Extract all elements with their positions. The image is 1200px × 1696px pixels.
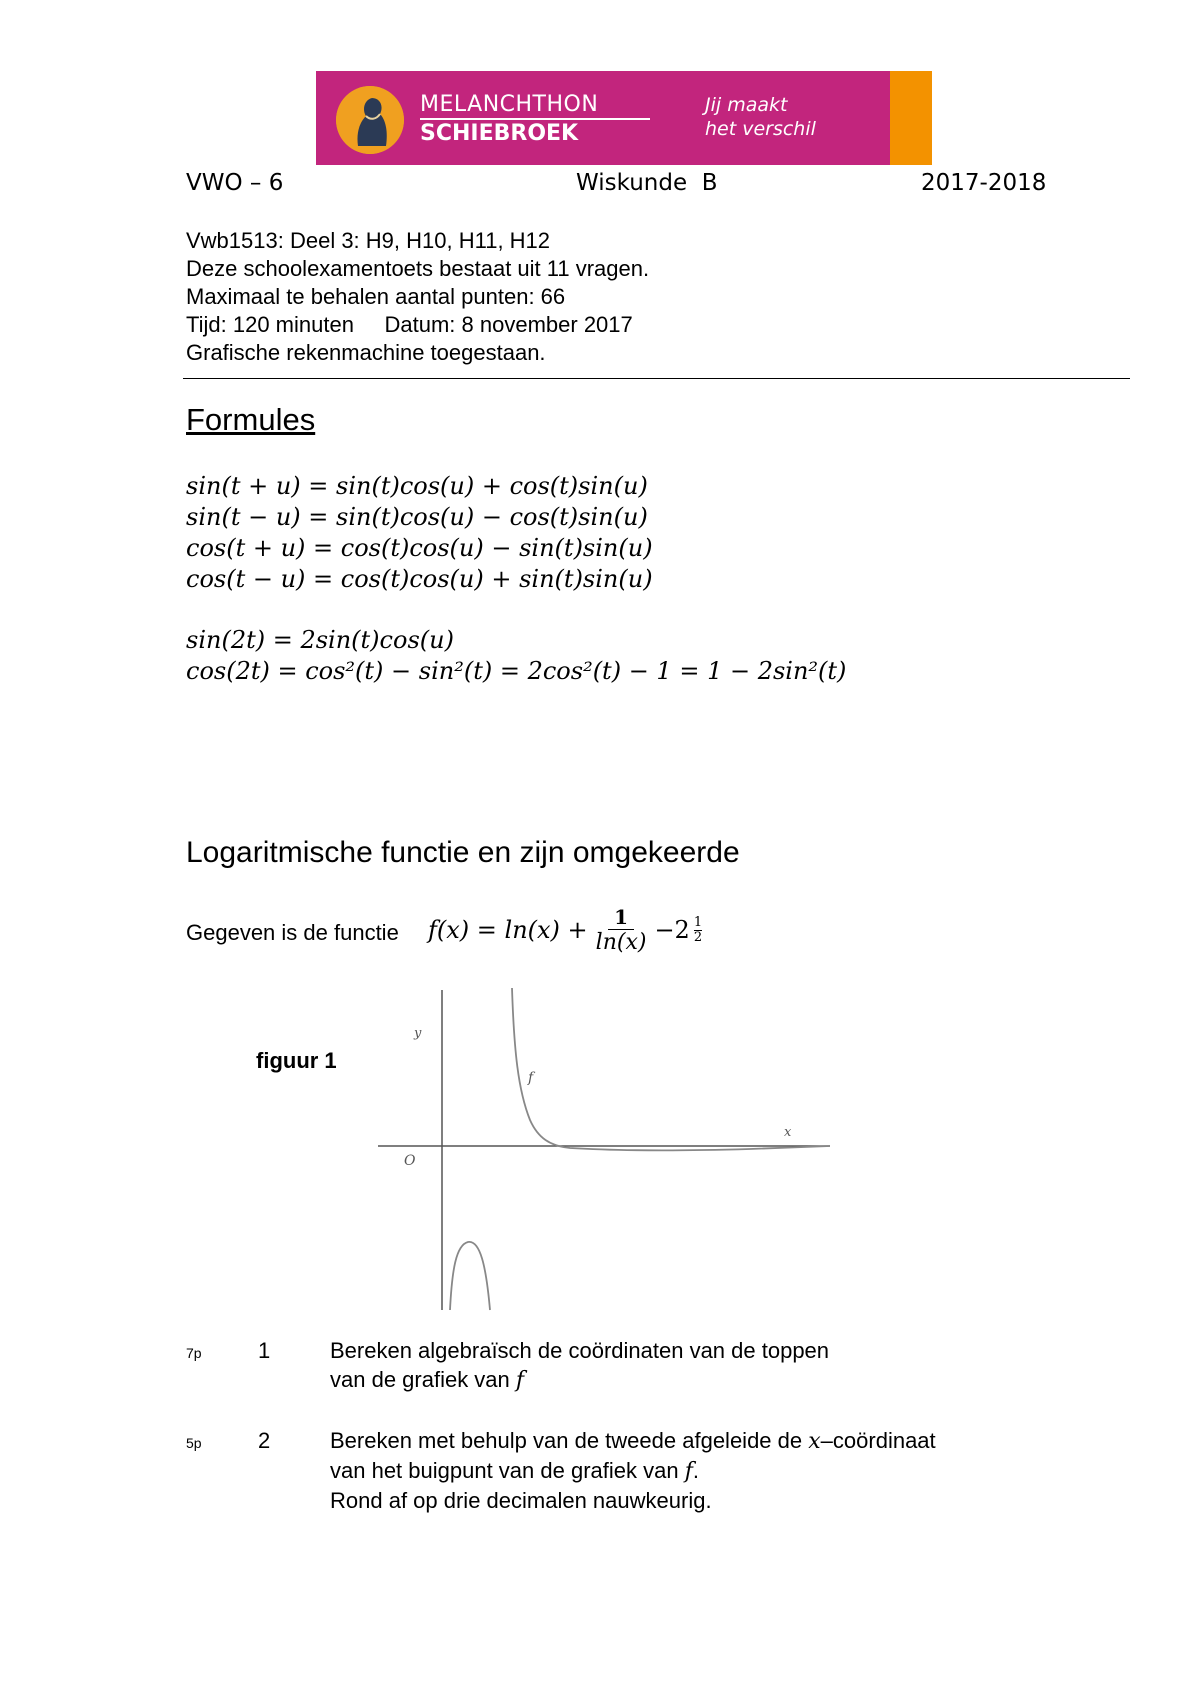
slogan-line2: het verschil bbox=[705, 118, 816, 140]
mixed-denominator: 2 bbox=[693, 929, 703, 945]
curve-label: f bbox=[528, 1070, 534, 1086]
question-points: 5p bbox=[186, 1435, 202, 1451]
given-text: Gegeven is de functie bbox=[186, 920, 399, 945]
question-number: 1 bbox=[258, 1338, 271, 1363]
formula-line: cos(t + u) = cos(t)cos(u) − sin(t)sin(u) bbox=[186, 534, 653, 562]
formula-tail: −2 bbox=[654, 916, 690, 944]
level-label: VWO – 6 bbox=[186, 170, 284, 196]
question-points: 7p bbox=[186, 1345, 202, 1361]
origin-label: O bbox=[404, 1153, 416, 1169]
school-name-line1: MELANCHTHON bbox=[420, 92, 599, 117]
school-year: 2017-2018 bbox=[921, 170, 1047, 196]
mixed-fraction bbox=[694, 916, 702, 945]
formula-lhs: f(x) = ln(x) + bbox=[428, 916, 588, 944]
mixed-numerator: 1 bbox=[693, 914, 703, 930]
question-line: van het buigpunt van de grafiek van f. bbox=[330, 1458, 699, 1484]
graph-curve-right bbox=[512, 988, 830, 1150]
graph-curve-left bbox=[450, 1242, 490, 1310]
formulas-title: Formules bbox=[186, 402, 316, 437]
time-and-date: Tijd: 120 minuten Datum: 8 november 2017 bbox=[186, 312, 633, 337]
subject-label: Wiskunde B bbox=[576, 170, 718, 196]
section-title: Logaritmische functie en zijn omgekeerde bbox=[186, 836, 740, 869]
question-line: Rond af op drie decimalen nauwkeurig. bbox=[330, 1488, 712, 1513]
slogan-line1: Jij maakt bbox=[705, 94, 788, 116]
formula-line: sin(t − u) = sin(t)cos(u) − cos(t)sin(u) bbox=[186, 503, 648, 531]
formula-line: cos(t − u) = cos(t)cos(u) + sin(t)sin(u) bbox=[186, 565, 653, 593]
brand-divider bbox=[420, 118, 650, 120]
max-points: Maximaal te behalen aantal punten: 66 bbox=[186, 284, 566, 309]
question-number: 2 bbox=[258, 1428, 271, 1453]
fraction bbox=[596, 905, 647, 955]
school-name-line2: SCHIEBROEK bbox=[420, 121, 579, 146]
question-line: Bereken algebraïsch de coördinaten van de toppen bbox=[330, 1338, 830, 1363]
formula-line: sin(2t) = 2sin(t)cos(u) bbox=[186, 626, 454, 654]
header-divider bbox=[183, 378, 1130, 379]
figure-label: figuur 1 bbox=[256, 1048, 337, 1073]
function-graph bbox=[360, 980, 840, 1320]
fraction-denominator: ln(x) bbox=[595, 930, 647, 955]
banner-accent-bar bbox=[890, 71, 932, 165]
exam-code: Vwb1513: Deel 3: H9, H10, H11, H12 bbox=[186, 228, 551, 253]
fraction-numerator: 1 bbox=[608, 905, 634, 930]
formula-line: cos(2t) = cos²(t) − sin²(t) = 2cos²(t) − 1 = 1 − 2sin²(t) bbox=[186, 657, 847, 685]
question-text bbox=[330, 1426, 936, 1515]
school-logo-icon bbox=[336, 86, 404, 154]
formula-line: sin(t + u) = sin(t)cos(u) + cos(t)sin(u) bbox=[186, 472, 648, 500]
question-text bbox=[330, 1336, 829, 1395]
x-axis-label: x bbox=[784, 1125, 792, 1140]
y-axis-label: y bbox=[414, 1026, 422, 1041]
question-line: van de grafiek van f bbox=[330, 1367, 525, 1393]
question-count: Deze schoolexamentoets bestaat uit 11 vragen. bbox=[186, 256, 650, 281]
calculator-note: Grafische rekenmachine toegestaan. bbox=[186, 340, 546, 365]
question-line: Bereken met behulp van de tweede afgeleide de x–coördinaat bbox=[330, 1428, 936, 1454]
function-definition bbox=[428, 905, 702, 955]
